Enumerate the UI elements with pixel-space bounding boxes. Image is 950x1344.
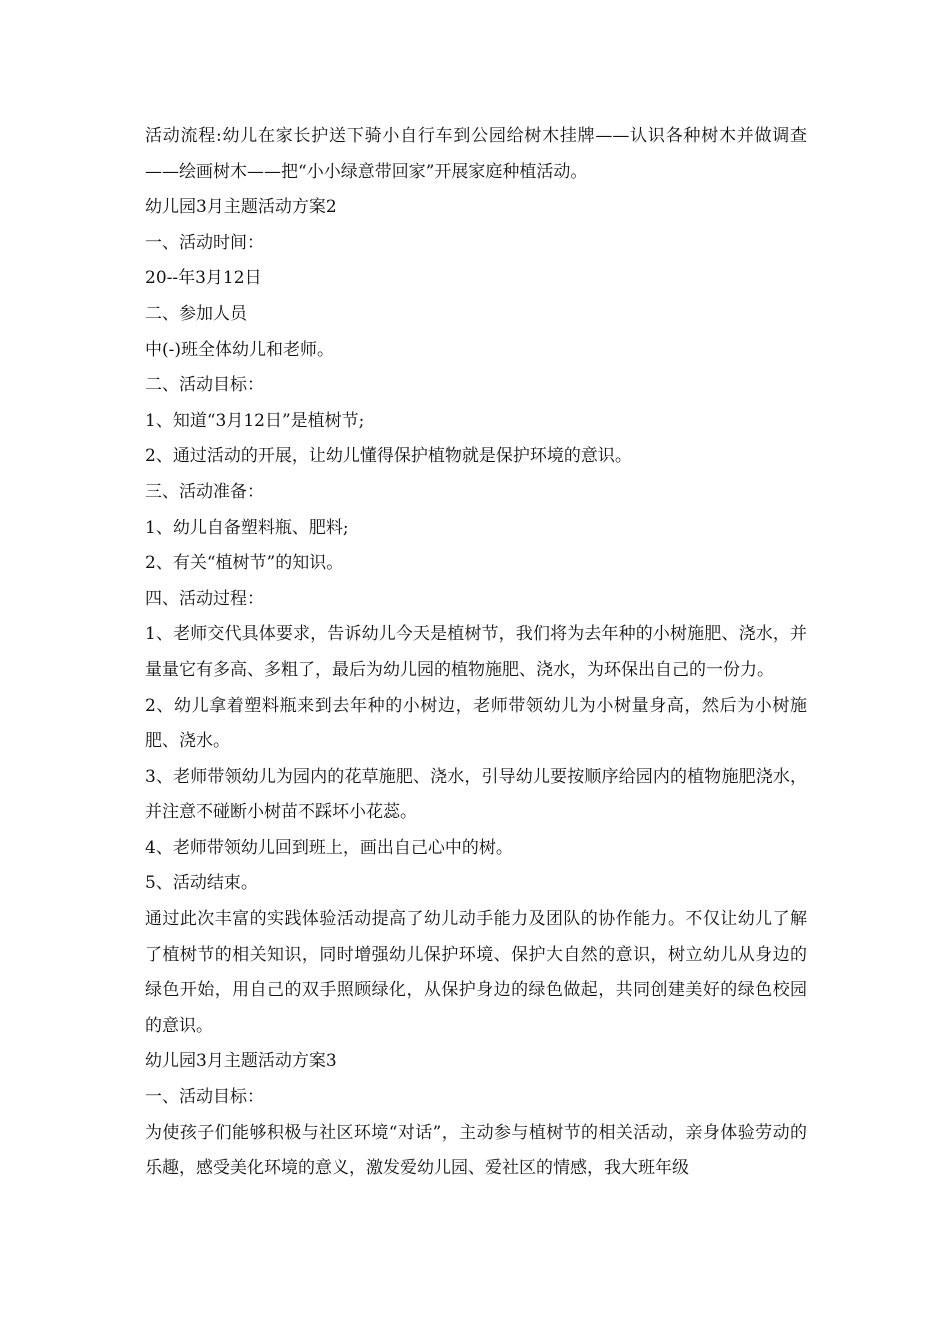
paragraph-summary: 通过此次丰富的实践体验活动提高了幼儿动手能力及团队的协作能力。不仅让幼儿了解了植树节的相关知识，同时增强幼儿保护环境、保护大自然的意识，树立幼儿从身边的绿色开始，用自己的双手照顾绿化，从保护身边的绿色做起，共同创建美好的绿色校园的意识。 — [145, 909, 807, 1036]
list-item-process-4: 4、老师带领幼儿回到班上，画出自己心中的树。 — [145, 837, 513, 858]
document-body — [145, 119, 807, 1187]
list-item-goal-1: 1、知道“3月12日”是植树节; — [145, 410, 365, 431]
list-item-process-5: 5、活动结束。 — [145, 873, 258, 894]
list-item-preparation-1: 1、幼儿自备塑料瓶、肥料; — [145, 517, 349, 538]
heading-activity-preparation: 三、活动准备： — [145, 481, 264, 502]
paragraph-activity-flow: 活动流程:幼儿在家长护送下骑小自行车到公园给树木挂牌——认识各种树木并做调查——绘画树木——把“小小绿意带回家”开展家庭种植活动。 — [145, 126, 807, 182]
heading-participants: 二、参加人员 — [145, 303, 247, 324]
paragraph-goals-3: 为使孩子们能够积极与社区环境“对话”，主动参与植树节的相关活动，亲身体验劳动的乐趣，感受美化环境的意义，激发爱幼儿园、爱社区的情感，我大班年级 — [145, 1122, 807, 1179]
heading-activity-process: 四、活动过程： — [145, 588, 264, 609]
list-item-process-1: 1、老师交代具体要求，告诉幼儿今天是植树节，我们将为去年种的小树施肥、浇水，并量量它有多高、多粗了，最后为幼儿园的植物施肥、浇水，为环保出自己的一份力。 — [145, 624, 807, 680]
list-item-goal-2: 2、通过活动的开展，让幼儿懂得保护植物就是保护环境的意识。 — [145, 446, 632, 467]
heading-activity-goals-3: 一、活动目标： — [145, 1087, 264, 1108]
section-title-plan-2: 幼儿园3月主题活动方案2 — [145, 197, 337, 218]
list-item-process-2: 2、幼儿拿着塑料瓶来到去年种的小树边，老师带领幼儿为小树量身高，然后为小树施肥、浇水。 — [145, 695, 807, 752]
list-item-preparation-2: 2、有关“植树节”的知识。 — [145, 553, 344, 574]
heading-activity-goals: 二、活动目标： — [145, 375, 264, 396]
section-title-plan-3: 幼儿园3月主题活动方案3 — [145, 1051, 337, 1072]
list-item-process-3: 3、老师带领幼儿为园内的花草施肥、浇水，引导幼儿要按顺序给园内的植物施肥浇水，并注意不碰断小树苗不踩坏小花蕊。 — [145, 766, 807, 823]
paragraph-participants: 中(-)班全体幼儿和老师。 — [145, 339, 335, 360]
paragraph-date: 20--年3月12日 — [145, 268, 262, 289]
heading-activity-time: 一、活动时间： — [145, 232, 264, 253]
